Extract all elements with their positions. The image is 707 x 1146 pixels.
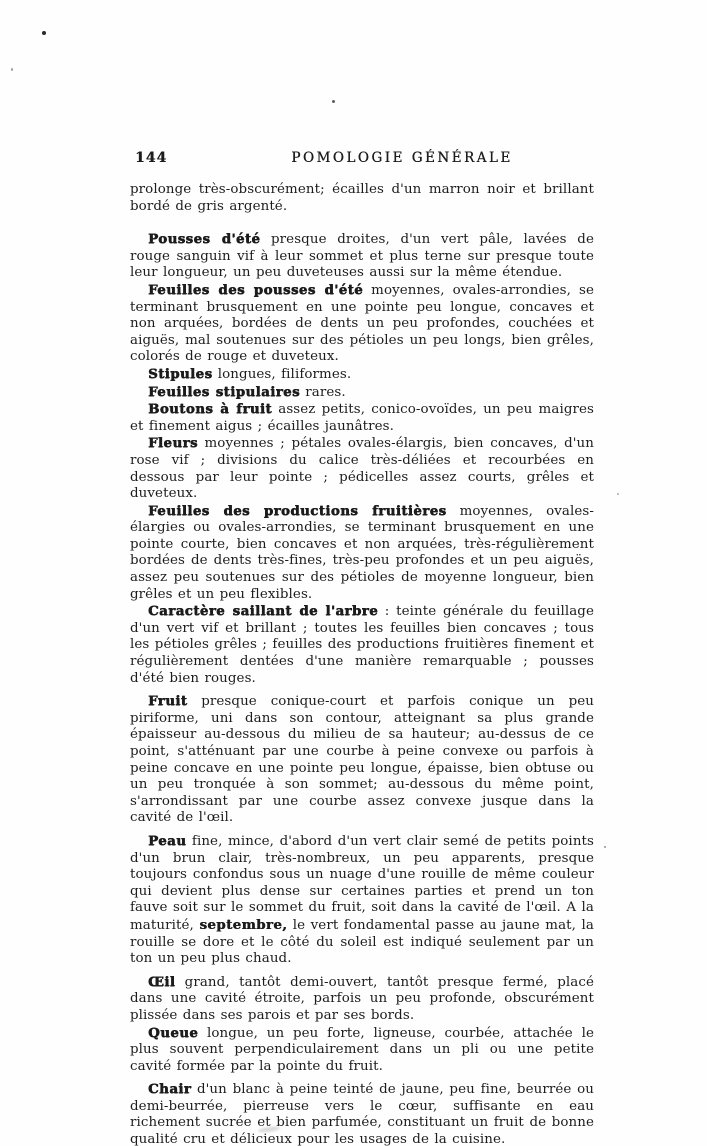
paragraph-lead: Chair xyxy=(148,1081,192,1098)
paragraph-lead: Feuilles des productions fruitières xyxy=(148,502,447,519)
paragraph-chair xyxy=(130,1081,594,1146)
paragraph-peau xyxy=(130,833,594,968)
paragraph-text: d'un blanc à peine teinté de jaune, peu fine, beurrée ou demi-beurrée, pierreuse vers le cœur, suffisante en eau richement sucrée et bien parfumée, constituant un fruit de bonne qualité cru et délicieux pour les usages de la cuisine. xyxy=(130,1082,594,1146)
paragraph-boutons-a-fruit xyxy=(130,401,594,435)
paragraph-lead: Pousses d'été xyxy=(148,231,261,248)
paragraph-lead: Feuilles des pousses d'été xyxy=(148,281,364,298)
page-title: POMOLOGIE GÉNÉRALE xyxy=(291,150,513,166)
scan-speck xyxy=(11,68,13,71)
scan-speck xyxy=(604,846,606,848)
paragraph-stipules xyxy=(130,366,594,384)
paragraph-feuilles-des-pousses-d-ete xyxy=(130,282,594,366)
paragraph-fleurs xyxy=(130,435,594,502)
paragraph-text: le vert fondamental passe au jaune mat, la rouille se dore et le côté du soleil est indiqué seulement par un ton un peu plus chaud. xyxy=(130,917,594,967)
paragraph-text: moyennes ; pétales ovales-élargis, bien concaves, d'un rose vif ; divisions du calice très-déliées et recourbées en dessous par leur pointe ; pédicelles assez courts, grêles et duveteux. xyxy=(130,436,594,502)
paragraph-pousses-d-ete xyxy=(130,231,594,282)
paragraph-text: presque droites, d'un vert pâle, lavées de rouge sanguin vif à leur sommet et plus terne sur presque toute leur longueur, un peu duveteuses aussi sur la même étendue. xyxy=(130,232,595,281)
paragraph-lead: Fruit xyxy=(148,693,188,710)
paragraph-lead: Queue xyxy=(148,1024,199,1041)
paragraph-lead: Boutons à fruit xyxy=(148,401,272,418)
paragraph-text: fine, mince, d'abord d'un vert clair semé de petits points d'un brun clair, très-nombreux, un peu apparents, presque toujours confondus sous un nuage d'une rouille de même couleur qui devient plus dense sur certaines parties et prend un ton fauve soit sur le sommet du fruit, soit dans la cavité de l'œil. A la maturité, xyxy=(130,833,594,933)
paragraph-lead: Feuilles stipulaires xyxy=(148,383,300,400)
paragraph-text: moyennes, ovales-élargies ou ovales-arrondies, se terminant brusquement en une pointe courte, bien concaves et non arquées, très-régulièrement bordées de dents très-fines, très-peu profondes et un peu aiguës, assez peu soutenues sur des pétioles de moyenne longueur, bien grêles et un peu flexibles. xyxy=(130,503,594,602)
page-number: 144 xyxy=(135,150,168,166)
paragraph-queue xyxy=(130,1025,594,1076)
paragraph-fruit xyxy=(130,693,594,827)
paragraph-text: rares. xyxy=(299,384,346,400)
paragraph-text: longue, un peu forte, ligneuse, courbée, attachée le plus souvent perpendiculairement dans un pli ou une petite cavité formée par la pointe du fruit. xyxy=(130,1025,594,1074)
paragraph-lead: Œil xyxy=(148,973,176,990)
paragraph-feuilles-des-productions-fruitieres xyxy=(130,503,594,604)
scan-speck xyxy=(332,100,335,103)
paragraph-lead: Stipules xyxy=(148,365,213,382)
paragraph-text: prolonge très-obscurément; écailles d'un marron noir et brillant bordé de gris argenté. xyxy=(130,182,594,214)
paragraph-lead: Peau xyxy=(148,832,187,849)
bold-term: septembre, xyxy=(199,916,288,933)
paragraph-text: : teinte générale du feuillage d'un vert vif et brillant ; toutes les feuilles bien concaves ; tous les pétioles grêles ; feuilles des productions fruitières finement et régulièrement dentées d'une manière remarquable ; pousses d'été bien rouges. xyxy=(130,604,594,686)
paragraph-text: assez petits, conico-ovoïdes, un peu maigres et finement aigus ; écailles jaunâtres. xyxy=(130,402,594,434)
paragraph-text: longues, filiformes. xyxy=(212,366,352,382)
paragraph-feuilles-stipulaires xyxy=(130,384,594,402)
paragraph-lead: Fleurs xyxy=(148,435,198,452)
paragraph-text: presque conique-court et parfois conique un peu piriforme, uni dans son contour, atteignant sa plus grande épaisseur au-dessous du milieu de sa hauteur; au-dessus de ce point, s'atténuant par une courbe à peine convexe ou parfois à peine concave en une pointe peu longue, épaisse, bien obtuse ou un peu tronquée à son sommet; au-dessous du même point, s'arrondissant par une courbe assez convexe jusque dans la cavité de l'œil. xyxy=(130,694,594,826)
running-head xyxy=(130,148,594,182)
body-text xyxy=(130,182,594,1146)
paragraph-oeil xyxy=(130,974,594,1025)
scan-speck xyxy=(617,493,619,495)
paragraph-text: moyennes, ovales-arrondies, se terminant brusquement en une pointe peu longue, concaves et non arquées, bordées de dents un peu profondes, couchées et aiguës, mal soutenues sur des pétioles un peu longs, bien grêles, colorés de rouge et duveteux. xyxy=(130,282,594,365)
paragraph-lead: Caractère saillant de l'arbre xyxy=(148,603,379,620)
paragraph-continuation-from-previous-page xyxy=(130,182,594,215)
paragraph-caractere-saillant-de-l-arbre xyxy=(130,603,594,687)
scan-speck xyxy=(42,31,46,35)
paragraph-text: grand, tantôt demi-ouvert, tantôt presque fermé, placé dans une cavité étroite, parfois un peu profonde, obscurément plissée dans ses parois et par ses bords. xyxy=(130,974,594,1023)
text-block xyxy=(130,148,594,1146)
